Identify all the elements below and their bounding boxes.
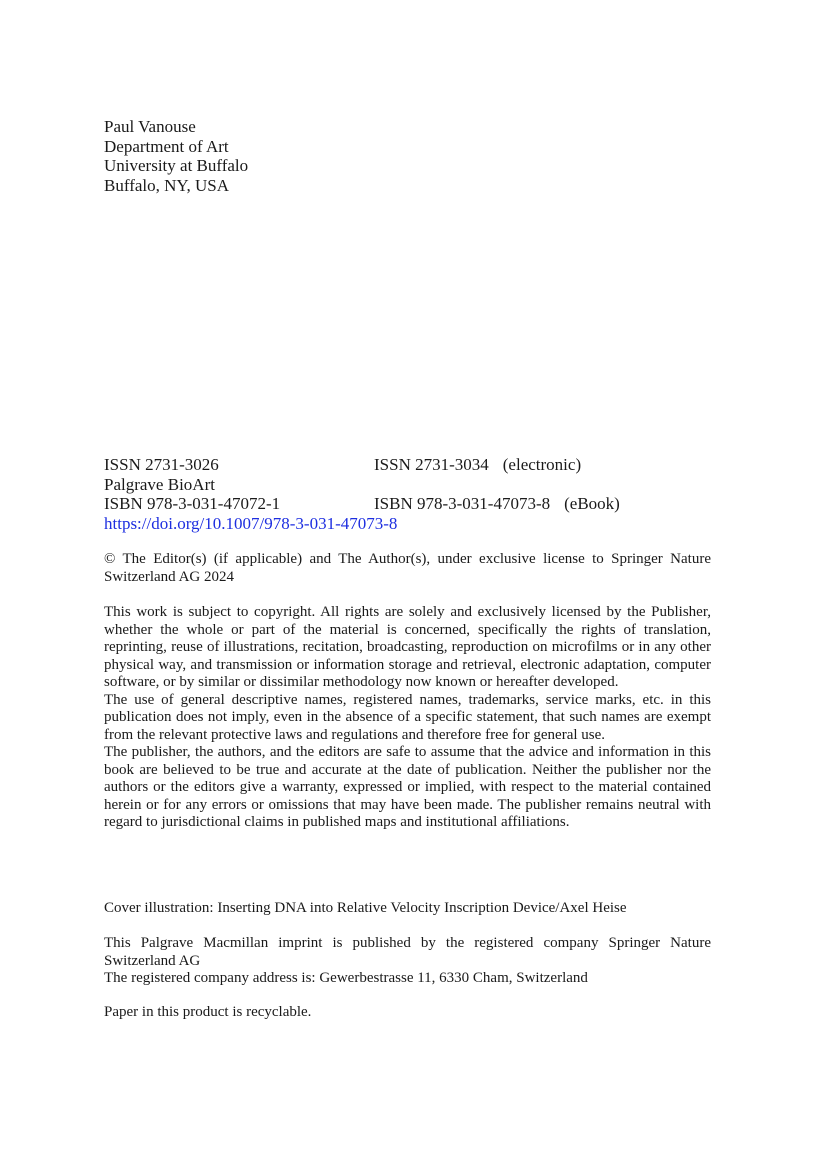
recycle-note: Paper in this product is recyclable.	[104, 1004, 312, 1020]
editor-department: Department of Art	[104, 136, 229, 156]
rights-paragraph-trademarks: The use of general descriptive names, registered names, trademarks, service marks, etc. in this publication does not imply, even in the absence of a specific statement, that such names are exempt from the relevant protective laws and regulations and therefore free for general use.	[104, 691, 711, 743]
series-name: Palgrave BioArt	[104, 474, 215, 494]
issn-print: ISSN 2731-3026	[104, 455, 219, 474]
rights-paragraph-disclaimer: The publisher, the authors, and the editors are safe to assume that the advice and information in this book are believed to be true and accurate at the date of publication. Neither the publisher nor the authors or the editors give a warranty, expressed or implied, with respect to the material contained herein or for any errors or omissions that may have been made. The publisher remains neutral with regard to jurisdictional claims in published maps and institutional affiliations.	[104, 744, 711, 830]
isbn-ebook-note: (eBook)	[564, 494, 620, 514]
copyright-notice: © The Editor(s) (if applicable) and The Author(s), under exclusive license to Springer Nature Switzerland AG 2024	[104, 551, 711, 585]
cover-illustration-credit: Cover illustration: Inserting DNA into Relative Velocity Inscription Device/Axel Heise	[104, 900, 627, 916]
editor-address	[104, 117, 248, 195]
issn-electronic-note: (electronic)	[502, 455, 582, 474]
isbn-print: ISBN 978-3-031-47072-1	[104, 494, 281, 514]
editor-university: University at Buffalo	[104, 156, 249, 176]
doi-link[interactable]: https://doi.org/10.1007/978-3-031-47073-8	[104, 513, 398, 533]
series-row	[104, 475, 724, 495]
isbn-ebook: ISBN 978-3-031-47073-8	[374, 494, 551, 514]
imprint-company: This Palgrave Macmillan imprint is published by the registered company Springer Nature Switzerland AG	[104, 935, 711, 969]
rights-statement	[104, 604, 711, 832]
editor-location: Buffalo, NY, USA	[104, 175, 229, 195]
issn-row	[104, 455, 724, 475]
imprint-statement	[104, 935, 711, 988]
imprint-address: The registered company address is: Gewerbestrasse 11, 6330 Cham, Switzerland	[104, 970, 588, 986]
isbn-row	[104, 494, 724, 514]
issn-electronic: ISSN 2731-3034	[374, 455, 489, 474]
publication-metadata	[104, 455, 724, 533]
editor-name: Paul Vanouse	[104, 117, 196, 136]
doi-row	[104, 514, 724, 534]
rights-paragraph-copyright: This work is subject to copyright. All rights are solely and exclusively licensed by the Publisher, whether the whole or part of the material is concerned, specifically the rights of translation, reprinting, reuse of illustrations, recitation, broadcasting, reproduction on microfilms or in any other physical way, and transmission or information storage and retrieval, electronic adaptation, computer software, or by similar or dissimilar methodology now known or hereafter developed.	[104, 604, 711, 690]
